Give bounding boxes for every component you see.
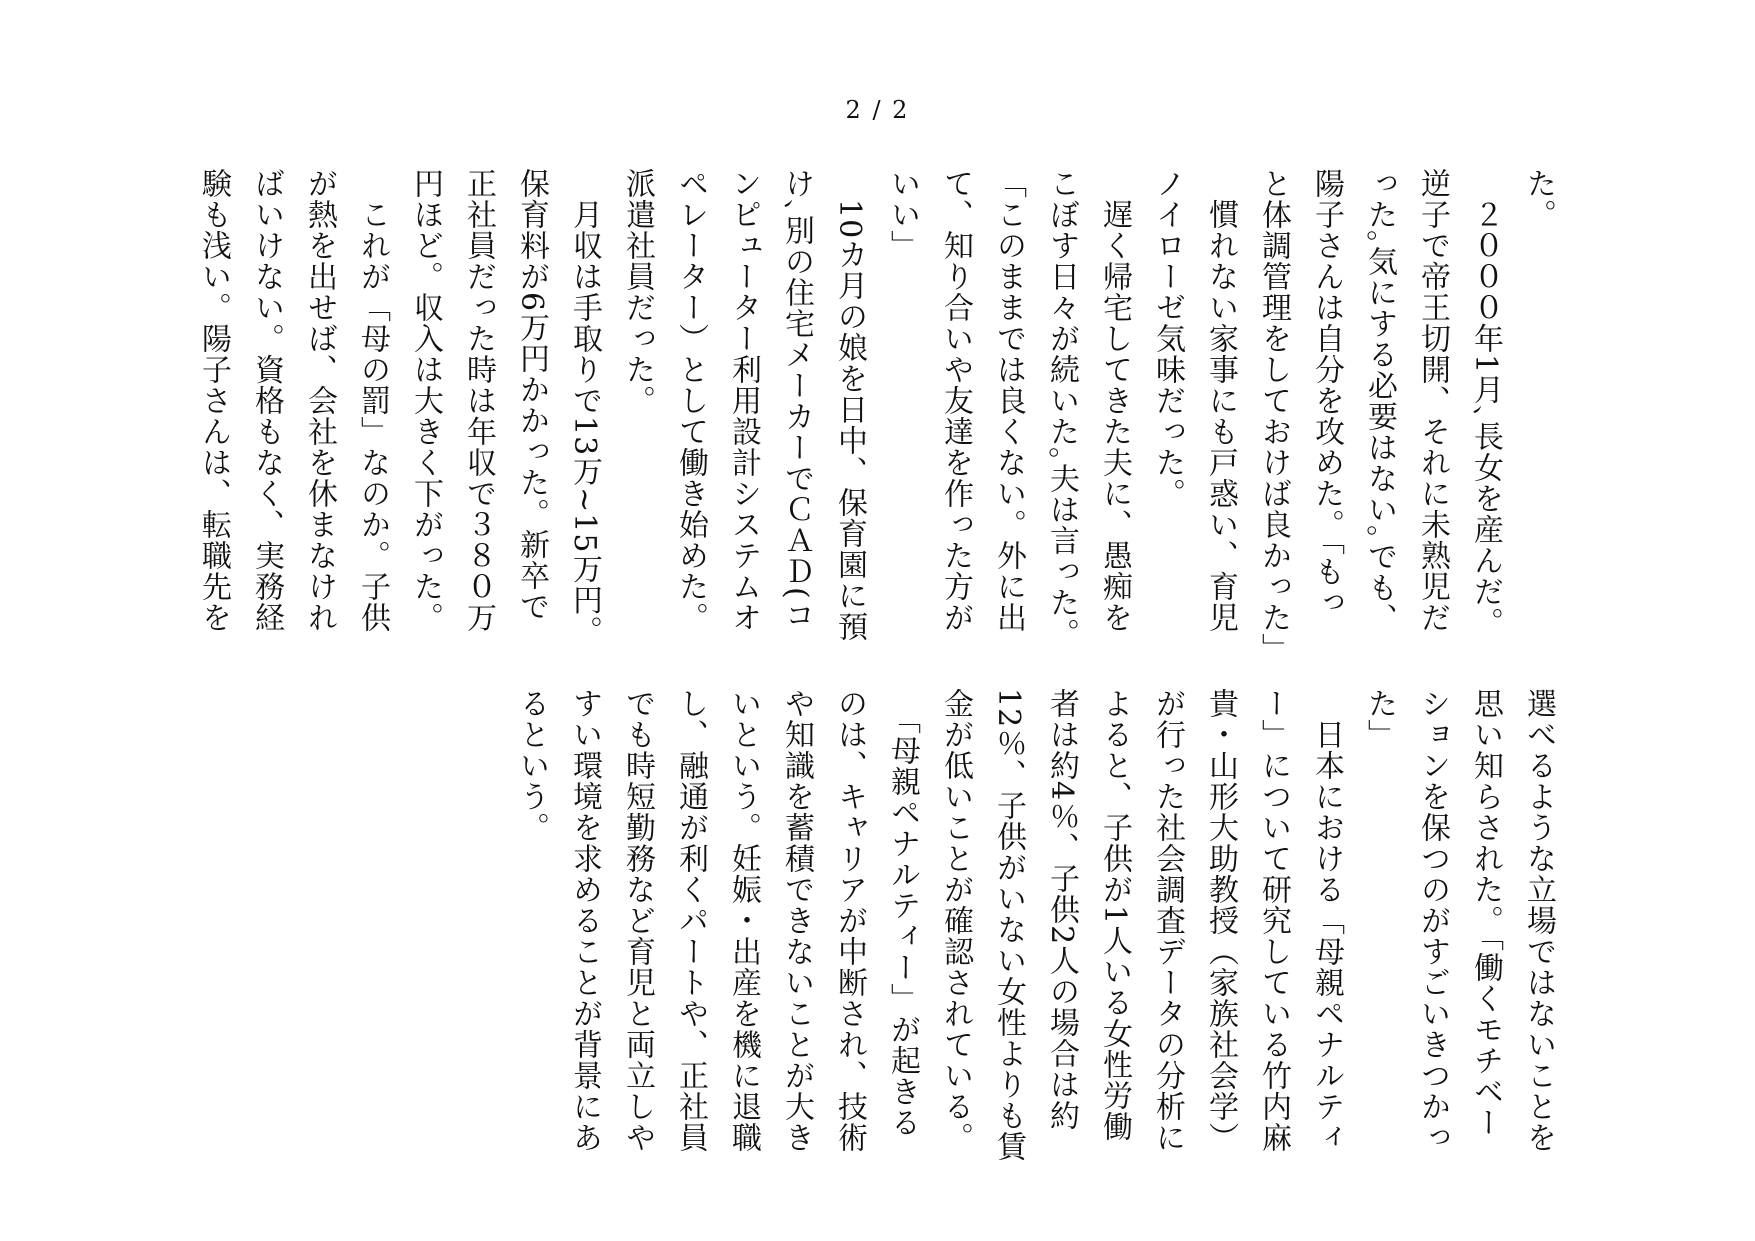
text-line: 「母親ペナルティー」が起きる — [885, 688, 920, 1138]
text-line: こぼす日々が続いた｡夫は言った。 — [1044, 168, 1079, 649]
text-line: すい環境を求めることが背景にあ — [567, 688, 602, 1153]
text-line: ２０００年1月､長女を産んだ。 — [1468, 168, 1503, 639]
lower-text-block — [505, 688, 1565, 1163]
text-line: ンピューター利用設計システムオ — [726, 168, 761, 633]
text-line: 貴・山形大助教授（家族社会学） — [1203, 688, 1238, 1153]
text-line: 逆子で帝王切開、それに未熟児だ — [1415, 168, 1450, 633]
text-line: でも時短勤務など育児と両立しや — [620, 688, 655, 1153]
text-line: し、融通が利くパートや、正社員 — [673, 688, 708, 1153]
text-line: 12％、子供がいない女性よりも賃 — [991, 688, 1026, 1163]
text-line: ペレーター）として働き始めた。 — [673, 168, 708, 633]
text-line: 正社員だった時は年収で３８０万 — [461, 168, 496, 633]
text-line: と体調管理をしておけば良かった」 — [1256, 168, 1291, 664]
text-line: た。 — [1521, 168, 1556, 230]
text-line: これが「母の罰」なのか。子供 — [355, 168, 390, 633]
text-line: 者は約4％、子供2人の場合は約 — [1044, 688, 1079, 1132]
text-line: 派遣社員だった。 — [620, 168, 655, 416]
text-line: た」 — [1362, 688, 1397, 750]
text-line: 思い知らされた。「働くモチベー — [1468, 688, 1503, 1138]
text-line: いい」 — [885, 168, 920, 261]
text-line: 慣れない家事にも戸惑い、育児 — [1203, 168, 1238, 633]
text-line: よると、子供が1人いる女性労働 — [1097, 688, 1132, 1143]
text-line: った｡気にする必要はない｡でも、 — [1362, 168, 1397, 634]
text-line: が行った社会調査データの分析に — [1150, 688, 1185, 1153]
text-line: ばいけない。資格もなく、実務経 — [249, 168, 284, 633]
text-line: け､別の住宅メーカーでＣＡＤ(コ — [779, 168, 814, 631]
text-line: のは、キャリアが中断され、技術 — [832, 688, 867, 1153]
upper-text-block — [187, 168, 1565, 664]
text-line: 日本における「母親ペナルティ — [1309, 688, 1344, 1153]
page-number: 2 / 2 — [845, 96, 910, 124]
text-line: いという。妊娠・出産を機に退職 — [726, 688, 761, 1153]
text-line: 遅く帰宅してきた夫に、愚痴を — [1097, 168, 1132, 633]
text-line: 円ほど。収入は大きく下がった。 — [408, 168, 443, 633]
text-line: ー」について研究している竹内麻 — [1256, 688, 1291, 1153]
text-line: 金が低いことが確認されている。 — [938, 688, 973, 1153]
text-line: や知識を蓄積できないことが大き — [779, 688, 814, 1153]
text-line: て、知り合いや友達を作った方が — [938, 168, 973, 633]
text-line: 10カ月の娘を日中、保育園に預 — [832, 168, 867, 643]
text-line: るという。 — [514, 688, 549, 843]
text-line: 「このままでは良くない。外に出 — [991, 168, 1026, 633]
text-line: 選べるような立場ではないことを — [1521, 688, 1556, 1153]
text-line: 月収は手取りで13万~15万円。 — [567, 168, 602, 647]
text-line: が熱を出せば、会社を休まなけれ — [302, 168, 337, 633]
text-line: 保育料が6万円かかった。新卒で — [514, 168, 549, 623]
text-line: 陽子さんは自分を攻めた。「もっ — [1309, 168, 1344, 618]
text-line: 験も浅い。陽子さんは、転職先を — [196, 168, 231, 633]
text-line: ションを保つのがすごいきつかっ — [1415, 688, 1450, 1153]
text-line: ノイローゼ気味だった。 — [1150, 168, 1185, 509]
